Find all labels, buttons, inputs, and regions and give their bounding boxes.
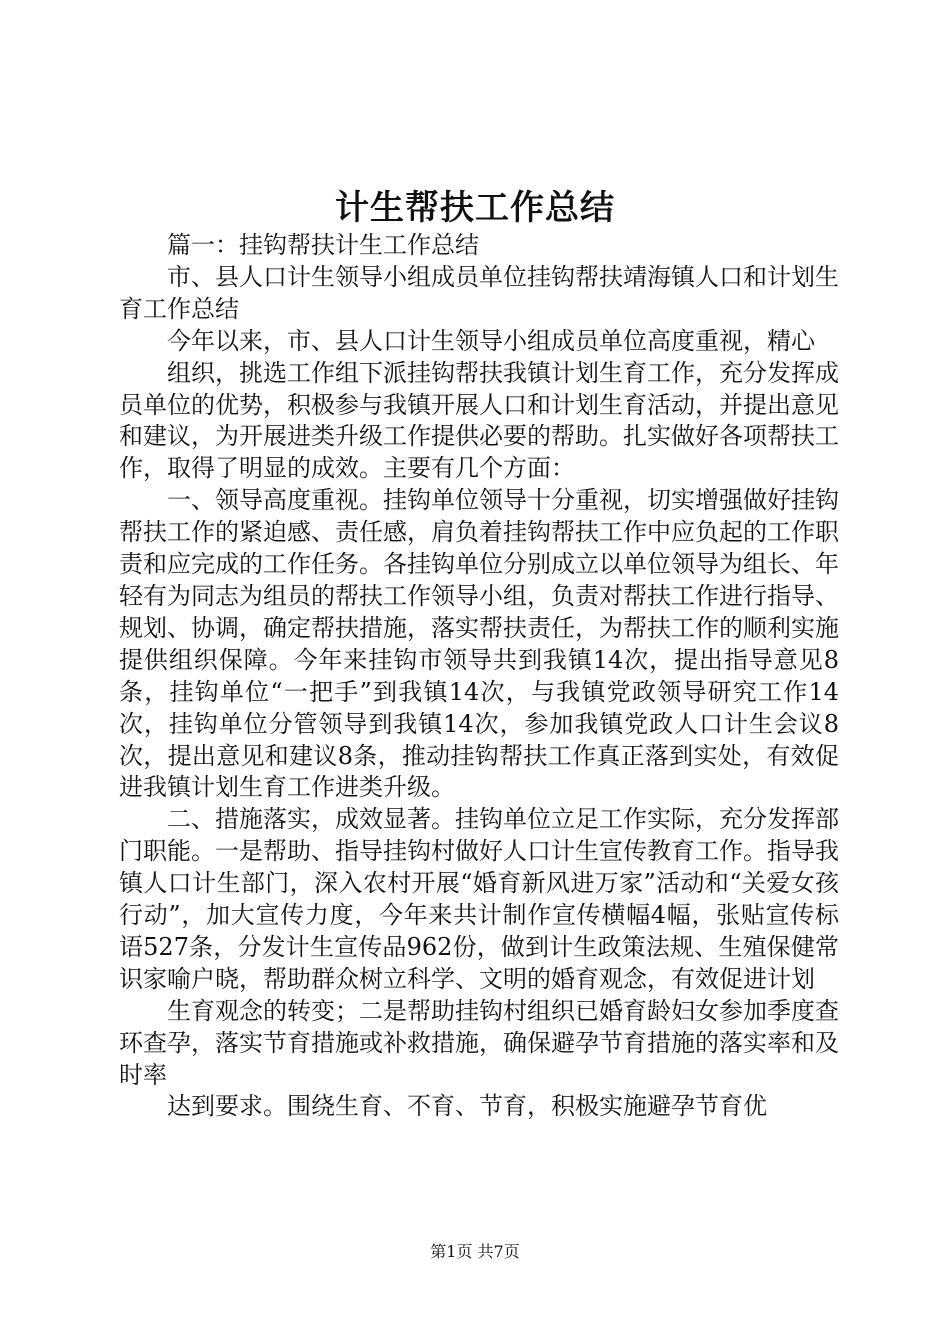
paragraph: 今年以来，市、县人口计生领导小组成员单位高度重视，精心 bbox=[167, 326, 815, 355]
paragraph: 一、领导高度重视。挂钩单位领导十分重视，切实增强做好挂钩帮扶工作的紧迫感、责任感，肩负着挂钩帮扶工作中应负起的工作职责和应完成的工作任务。各挂钩单位分别成立以单位领导为组长、年轻有为同志为组员的帮扶工作领导小组，负责对帮扶工作进行指导、规划、协调，确定帮扶措施，落实帮扶责任，为帮扶工作的顺利实施提供组织保障。今年来挂钩市领导共到我镇14次，提出指导意见8条，挂钩单位“一把手”到我镇14次，与我镇党政领导研究工作14次，挂钩单位分管领导到我镇14次，参加我镇党政人口计生会议8次，提出意见和建议8条，推动挂钩帮扶工作真正落到实处，有效促进我镇计划生育工作进类升级。 bbox=[119, 486, 839, 802]
paragraph: 市、县人口计生领导小组成员单位挂钩帮扶靖海镇人口和计划生育工作总结 bbox=[119, 262, 839, 323]
section-heading: 篇一：挂钩帮扶计生工作总结 bbox=[167, 231, 479, 259]
page-number-footer: 第1页 共7页 bbox=[430, 1242, 520, 1261]
paragraph: 达到要求。围绕生育、不育、节育，积极实施避孕节育优 bbox=[167, 1092, 767, 1121]
document-title: 计生帮扶工作总结 bbox=[335, 188, 615, 228]
paragraph: 组织，挑选工作组下派挂钩帮扶我镇计划生育工作，充分发挥成员单位的优势，积极参与我镇开展人口和计划生育活动，并提出意见和建议，为开展进类升级工作提供必要的帮助。扎实做好各项帮扶工作，取得了明显的成效。主要有几个方面： bbox=[119, 358, 839, 483]
paragraph: 生育观念的转变；二是帮助挂钩村组织已婚育龄妇女参加季度查环查孕，落实节育措施或补救措施，确保避孕节育措施的落实率和及时率 bbox=[119, 996, 839, 1089]
document-body bbox=[119, 230, 839, 1123]
paragraph: 二、措施落实，成效显著。挂钩单位立足工作实际，充分发挥部门职能。一是帮助、指导挂钩村做好人口计生宣传教育工作。指导我镇人口计生部门，深入农村开展“婚育新风进万家”活动和“关爱女孩行动”，加大宣传力度，今年来共计制作宣传横幅4幅，张贴宣传标语527条，分发计生宣传品962份，做到计生政策法规、生殖保健常识家喻户晓，帮助群众树立科学、文明的婚育观念，有效促进计划 bbox=[119, 805, 839, 993]
